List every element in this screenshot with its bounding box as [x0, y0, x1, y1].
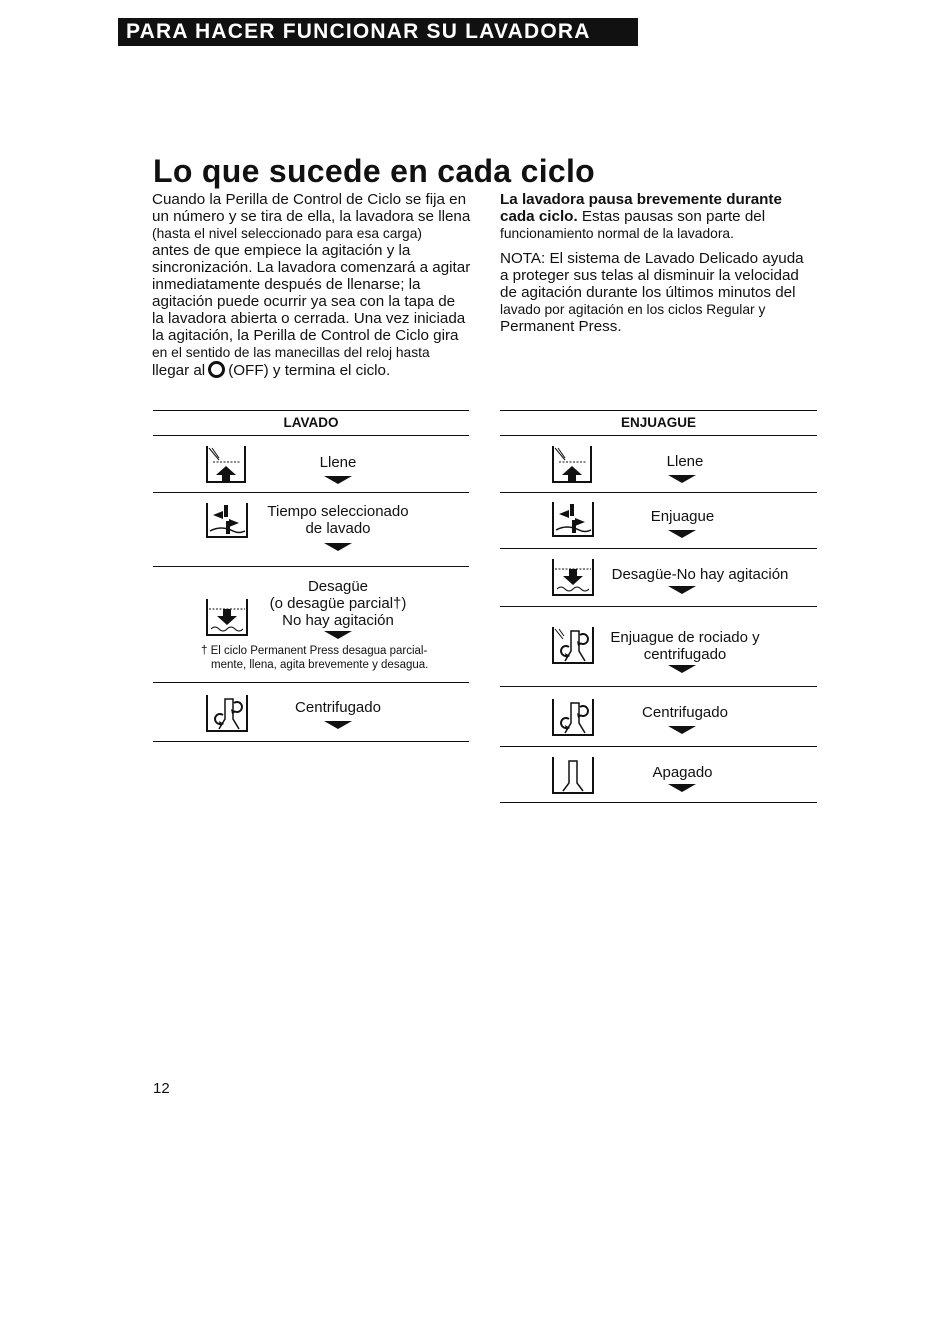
page-title: Lo que sucede en cada ciclo — [153, 153, 596, 189]
page-number: 12 — [153, 1080, 170, 1097]
off-icon — [551, 755, 595, 795]
down-arrow-icon — [668, 665, 696, 673]
note-line: lavado por agitación en los ciclos Regular y — [500, 302, 766, 317]
section-banner: PARA HACER FUNCIONAR SU LAVADORA — [118, 18, 638, 46]
fill-icon — [205, 444, 247, 484]
note-line — [500, 208, 820, 225]
down-arrow-icon — [668, 530, 696, 538]
intro-line: agitación puede ocurrir ya sea con la tapa de — [152, 293, 456, 310]
note-line: a proteger sus telas al disminuir la velocidad — [500, 267, 799, 284]
rinse-off-row — [500, 747, 817, 803]
step-label: Enjuague — [650, 508, 715, 525]
wash-cycle-table — [153, 410, 469, 742]
agitate-icon — [205, 501, 249, 539]
drain-icon — [205, 597, 249, 637]
down-arrow-icon — [324, 721, 352, 729]
spin-icon — [205, 693, 249, 733]
step-label: (o desagüe parcial†) — [269, 595, 407, 612]
fill-icon — [551, 444, 593, 484]
wash-drain-row — [153, 567, 469, 683]
step-label: Llene — [666, 453, 704, 470]
note-line: funcionamiento normal de la lavadora. — [500, 226, 734, 241]
step-label: Llene — [319, 454, 357, 471]
intro-fragment: (OFF) y termina el ciclo. — [228, 362, 391, 379]
step-label: No hay agitación — [282, 612, 394, 629]
intro-line: en el sentido de las manecillas del reloj hasta — [152, 345, 430, 360]
nota-block — [500, 250, 820, 335]
intro-line: antes de que empiece la agitación y la — [152, 242, 411, 259]
note-line: NOTA: El sistema de Lavado Delicado ayuda — [500, 250, 804, 267]
off-circle-icon — [208, 361, 225, 378]
intro-line: la lavadora abierta o cerrada. Una vez iniciada — [152, 310, 466, 327]
rinse-spray-row — [500, 607, 817, 687]
footnote: † El ciclo Permanent Press desagua parcial- — [201, 645, 428, 657]
down-arrow-icon — [668, 726, 696, 734]
step-label: Desagüe — [307, 578, 369, 595]
note-line: de agitación durante los últimos minutos del — [500, 284, 796, 301]
agitate-icon — [551, 500, 595, 538]
down-arrow-icon — [668, 784, 696, 792]
rinse-spin-row — [500, 687, 817, 747]
wash-fill-row — [153, 436, 469, 493]
wash-header: LAVADO — [153, 410, 469, 436]
note-fragment: Estas pausas son parte del — [581, 208, 766, 225]
intro-line: la agitación, la Perilla de Control de Ciclo gira — [152, 327, 459, 344]
intro-fragment: llegar al — [152, 362, 206, 379]
note-bold: cada ciclo. — [500, 208, 578, 225]
down-arrow-icon — [668, 586, 696, 594]
intro-line: sincronización. La lavadora comenzará a agitar — [152, 259, 471, 276]
intro-line: inmediatamente después de llenarse; la — [152, 276, 421, 293]
rinse-header: ENJUAGUE — [500, 410, 817, 436]
step-label: Centrifugado — [295, 699, 381, 716]
spin-icon — [551, 697, 595, 737]
drain-icon — [551, 557, 595, 597]
pause-note — [500, 191, 820, 335]
wash-spin-row — [153, 683, 469, 742]
spray-rinse-icon — [551, 625, 595, 665]
down-arrow-icon — [324, 476, 352, 484]
step-label: Enjuague de rociado y — [610, 629, 760, 646]
down-arrow-icon — [324, 631, 352, 639]
rinse-fill-row — [500, 436, 817, 493]
rinse-drain-row — [500, 549, 817, 607]
step-label: Centrifugado — [642, 704, 728, 721]
note-line: Permanent Press. — [500, 318, 622, 335]
step-label: Apagado — [652, 764, 713, 781]
intro-line: un número y se tira de ella, la lavadora se llena — [152, 208, 471, 225]
step-label: de lavado — [305, 520, 371, 537]
down-arrow-icon — [668, 475, 696, 483]
rinse-cycle-table — [500, 410, 817, 803]
intro-line: (hasta el nivel seleccionado para esa carga) — [152, 226, 422, 241]
intro-line: Cuando la Perilla de Control de Ciclo se fija en — [152, 191, 467, 208]
footnote: mente, llena, agita brevemente y desagua. — [211, 659, 429, 671]
down-arrow-icon — [324, 543, 352, 551]
note-line: La lavadora pausa brevemente durante — [500, 191, 782, 208]
step-label: Desagüe-No hay agitación — [611, 566, 789, 583]
step-label: Tiempo seleccionado — [267, 503, 409, 520]
intro-line — [152, 361, 482, 379]
step-label: centrifugado — [643, 646, 727, 663]
wash-time-row — [153, 493, 469, 567]
rinse-agitate-row — [500, 493, 817, 549]
intro-text — [152, 191, 482, 379]
